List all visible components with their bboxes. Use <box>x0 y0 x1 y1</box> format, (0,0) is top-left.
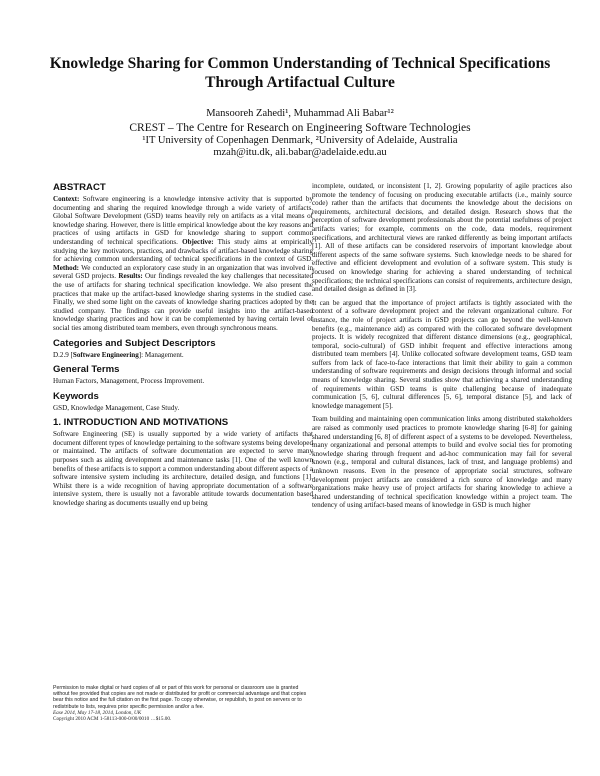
abstract-body <box>53 195 313 333</box>
method-label: Method: <box>53 263 80 272</box>
keywords-text: GSD, Knowledge Management, Case Study. <box>53 403 180 412</box>
intro-paragraph-1: Software Engineering (SE) is usually supported by a wide variety of artifacts that document different types of knowledge pertaining to the software systems being developed or maintained. The artifacts of software documentation are expected to serve many purposes such as aiding development and maintenance tasks [1]. One of the well known benefits of these artifacts is to support a common understanding about different aspects of a software intensive system including its architecture, detailed design, and functions [1]. Whilst there is a wide recognition of having appropriate documentation of a software intensive system, there is usually not a favorable attitude towards documentation based knowledge sharing as documents usually end up being <box>53 430 313 508</box>
author-names: Mansooreh Zahedi¹, Muhammad Ali Babar¹² <box>206 108 394 119</box>
method-text: We conducted an exploratory case study in an organization that was involved in several GSD projects. <box>53 263 313 281</box>
categories-bold: Software Engineering <box>72 350 139 359</box>
categories-text <box>53 351 313 360</box>
categories-code: D.2.9 [ <box>53 350 73 359</box>
abstract-heading: ABSTRACT <box>53 182 106 193</box>
categories-rest: ]: Management. <box>138 350 184 359</box>
keywords-heading: Keywords <box>53 390 99 402</box>
results-text: Our findings revealed the key challenges that necessitated the use of artifacts for sharing technical specification knowledge. We also present the practices that make up the artifact-based knowledge sharing systems in the studied case. Finally, we shed some light on the caveats of knowledge sharing practices adopted by the studied company. The findings can provide useful insights into the artifact-based knowledge sharing practices and how it can be complemented by having certain level of social ties among distributed team members, even through synchronous means. <box>53 272 313 332</box>
license-text: Permission to make digital or hard copies of all or part of this work for personal or classroom use is granted without fee provided that copies are not made or distributed for profit or commercial advantage and that copies bear this notice and the full citation on the first page. To copy otherwise, or republish, to post on servers or to redistribute to lists, requires prior specific permission and/or a fee. <box>53 685 307 710</box>
context-text: Software engineering is a knowledge intensive activity that is supported by documenting and sharing the required knowledge through a wide variety of artifacts. Global Software Development (GSD) teams heavily rely on artifacts as a vital means of knowledge sharing. However, there is little empirical knowledge about the key reasons and practices of using artifacts in GSD for knowledge sharing to support common understanding of technical specifications. <box>53 195 314 246</box>
right-paragraph-3: Team building and maintaining open communication links among distributed stakeholders are raised as commonly used practices to promote knowledge sharing [6-8] for gaining shared understanding [6, 8] of different aspect of a systems to be developed. Nevertheless, many organizational and personal attempts to build and evolve social ties for promoting knowledge sharing through frequent and ad-hoc communication may fail for several known (e.g., temporal and cultural distances, lack of trust, and language problems) and unknown reasons. Even in the presence of appropriate social structures, software development project artifacts are considered a rich source of knowledge and many organizations make heavy use of project artifacts for sharing knowledge to achieve a shared understanding of technical specification knowledge within a project team. The tendency of using artifact-based means of knowledge in GSD is much higher <box>312 415 572 510</box>
general-terms-text: Human Factors, Management, Process Improvement. <box>53 377 205 386</box>
intro-heading: 1. INTRODUCTION AND MOTIVATIONS <box>53 417 229 429</box>
categories-heading: Categories and Subject Descriptors <box>53 337 216 349</box>
organization: CREST – The Centre for Research on Engineering Software Technologies <box>129 121 471 134</box>
paper-title: Knowledge Sharing for Common Understanding of Technical Specifications Through Artifactual Culture <box>49 55 551 91</box>
copyright-text: Copyright 2010 ACM 1-58113-000-0/00/0010 …$15.00. <box>53 716 172 723</box>
right-column <box>312 182 572 515</box>
author-block <box>40 108 560 160</box>
results-label: Results: <box>118 272 143 281</box>
left-column <box>53 182 313 513</box>
right-paragraph-1: incomplete, outdated, or inconsistent [1, 2]. Growing popularity of agile practices also promote the tendency of focusing on producing executable artifacts (i.e., mainly source code) rather than the artifacts that documents the knowledge about the decisions on requirements, architectural decisions, and detailed design. Research shows that the perception of software development professionals about the potential usefulness of project artifacts varies; for example, comments on the code, data models, requirement specifications, and architectural views are ranked differently as being important artifacts [1]. All of these artifacts can be considered reservoirs of important knowledge about different aspects of the same software systems. Such knowledge needs to be shared for effective and efficient development and evolution of a software system. This study is focused on knowledge sharing for achieving a shared understanding of technical specifications; the technical specifications can consist of requirements, architecture design, and detailed design as defined in [3]. <box>312 182 572 294</box>
copyright-footer <box>53 685 308 722</box>
context-label: Context: <box>53 195 80 203</box>
venue-text: Ease 2014, May 17-18, 2014, London, UK <box>53 709 142 716</box>
author-emails: mzah@itu.dk, ali.babar@adelaide.edu.au <box>213 147 387 158</box>
general-terms-heading: General Terms <box>53 364 120 376</box>
objective-text: This study aims at empirically studying the key motivators, practices, and drawbacks of artifact-based knowledge sharing for achieving common understanding of technical specifications in the context of GSD. <box>53 237 314 264</box>
affiliations: ¹IT University of Copenhagen Denmark, ²University of Adelaide, Australia <box>142 134 458 146</box>
right-paragraph-2: It can be argued that the importance of project artifacts is tightly associated with the context of a software development project and the relevant organizational culture. For instance, the role of project artifacts in GSD projects can go beyond the well-known benefits (e.g., maintenance aid) as compared with the collocated software development projects. It is widely recognized that different distance dimensions (e.g., geographical, temporal, socio-cultural) of GSD inhibit frequent and effective interactions among distributed team members [4]. Unlike collocated software development teams, GSD team suffers from lack of face-to-face interactions that limit their ability to gain a common understanding of software requirements and design decisions through informal and social means of knowledge sharing. Several studies show that achieving a shared understanding of requirements within GSD teams is quite challenging because of inadequate communication [5, 6], cultural differences [5, 6], temporal distance [5], and lack of knowledge management [5]. <box>312 298 572 410</box>
objective-label: Objective: <box>182 237 214 246</box>
